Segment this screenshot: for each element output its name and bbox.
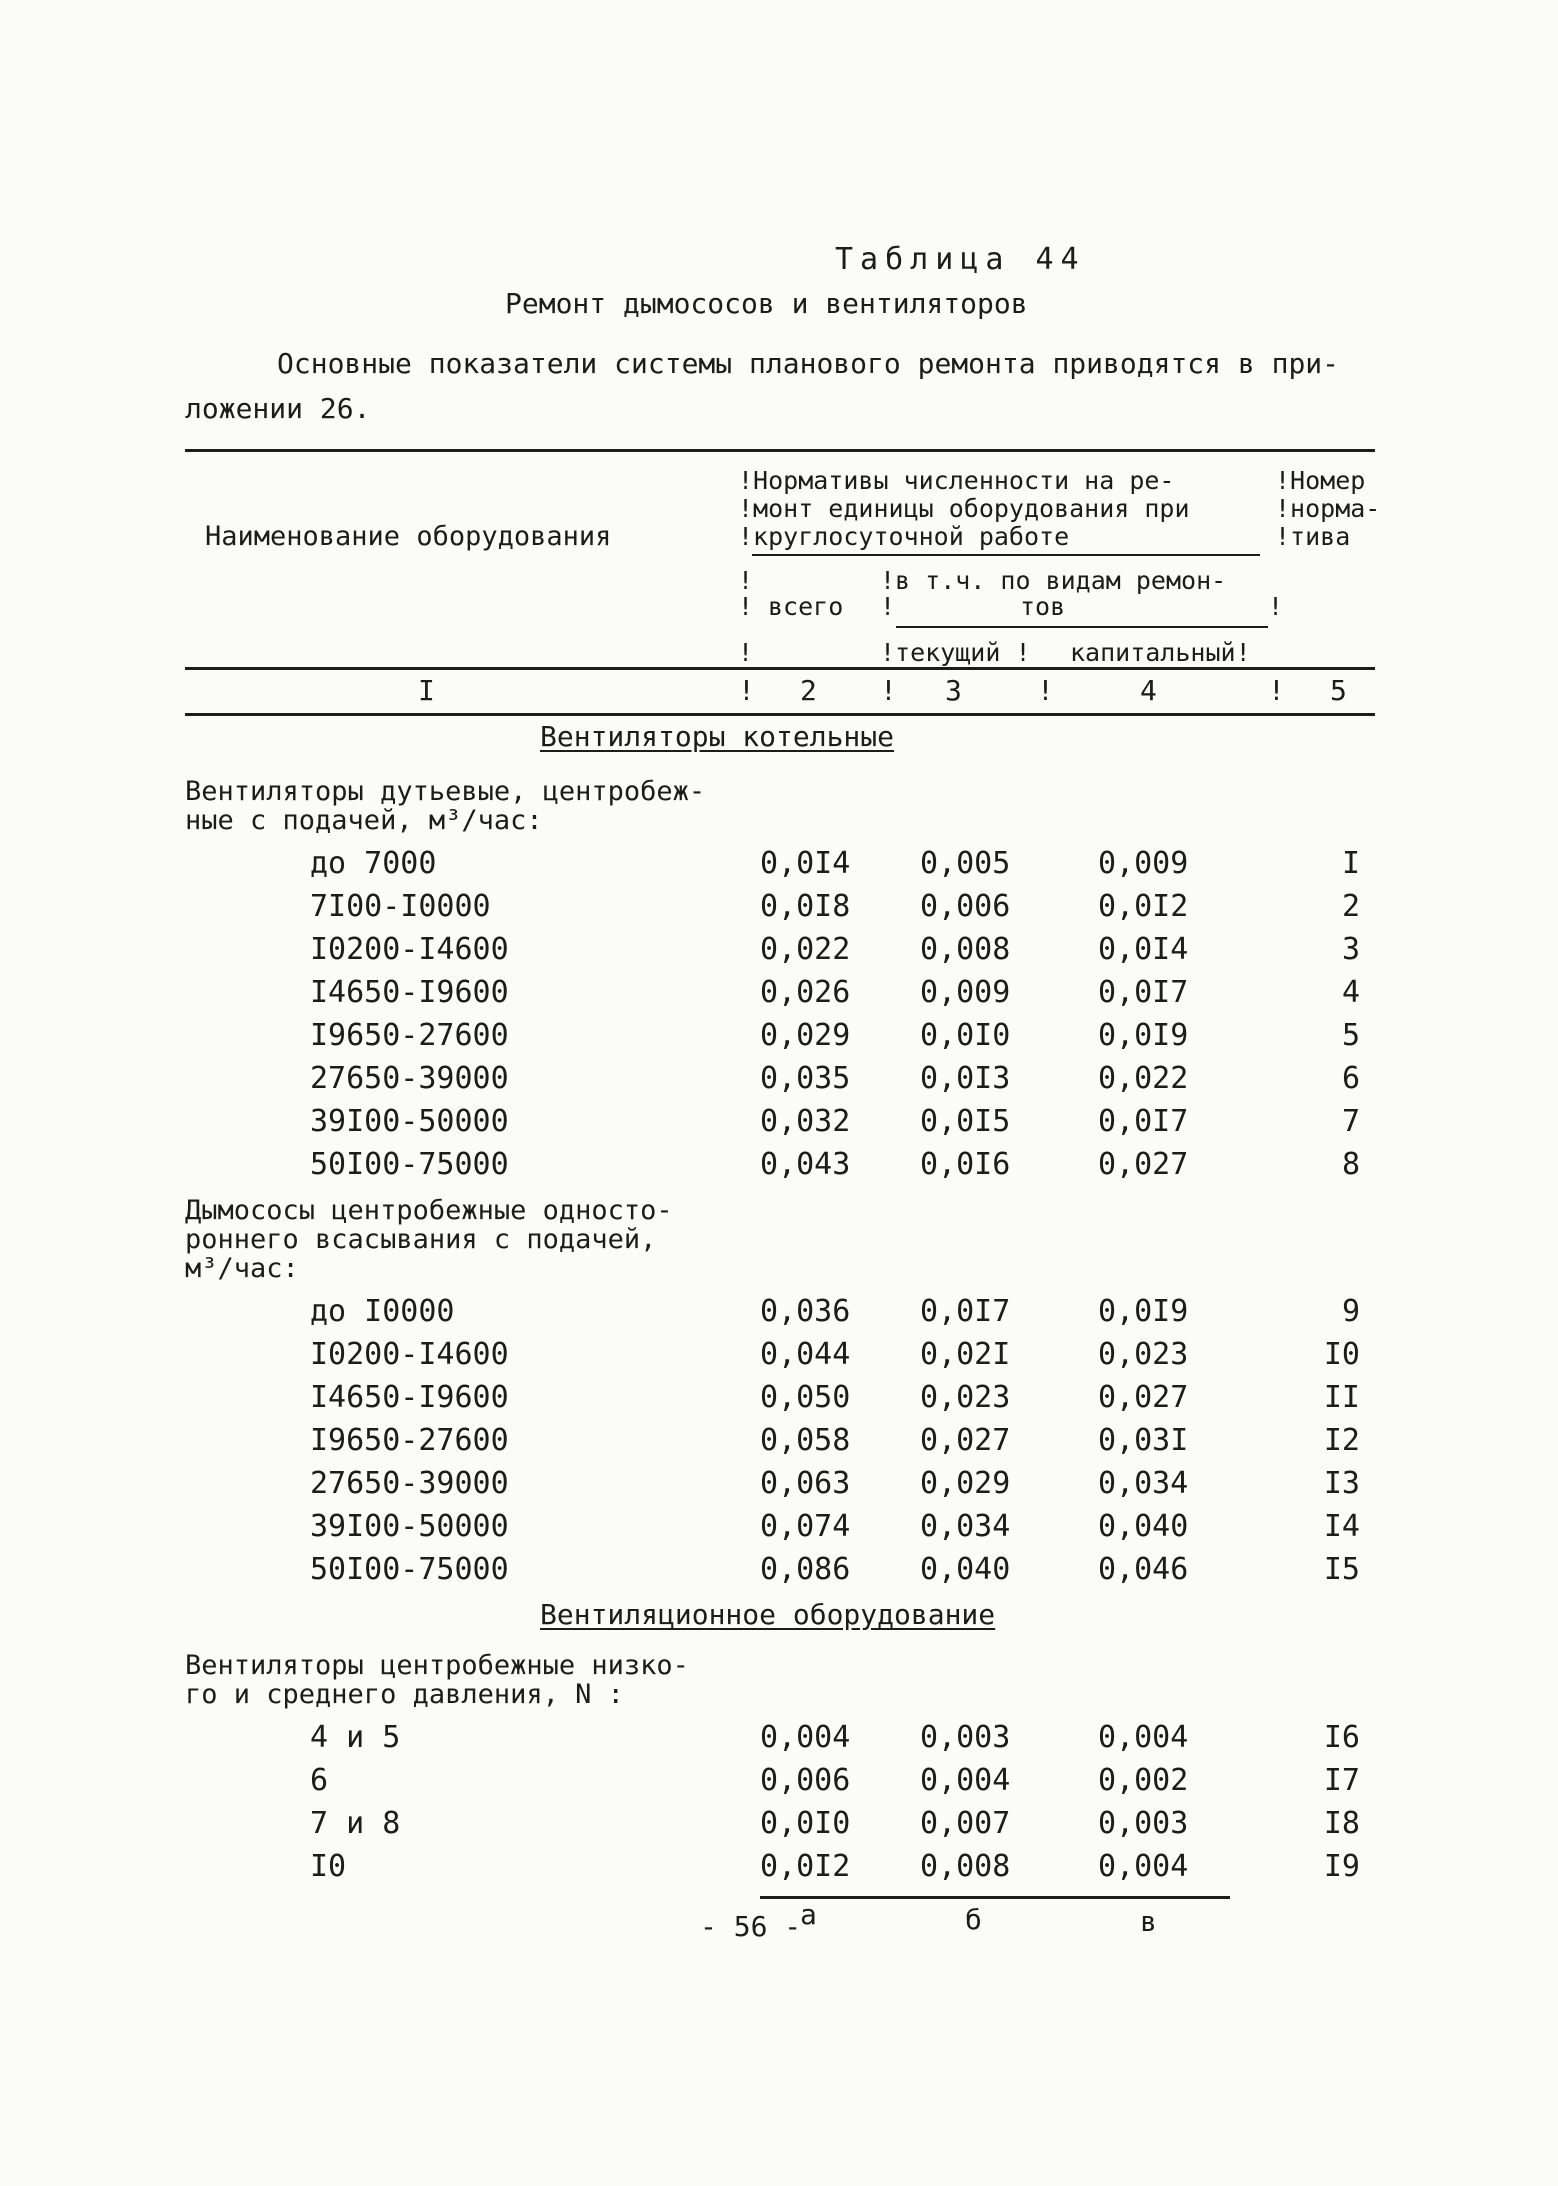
table-row: [0, 975, 1558, 1013]
intro-line-1: Основные показатели системы планового ремонта приводятся в при-: [277, 347, 1340, 380]
table-row: [0, 1337, 1558, 1375]
norm-number: I2: [1323, 1423, 1360, 1458]
value-current: 0,02I: [920, 1337, 1011, 1372]
column-number: I: [418, 674, 435, 707]
equipment-range: I0200-I4600: [310, 1337, 509, 1372]
value-total: 0,058: [760, 1423, 851, 1458]
header-norms-line-2: !монт единицы оборудования при: [738, 494, 1190, 523]
value-total: 0,063: [760, 1466, 851, 1501]
norm-number: 7: [1341, 1104, 1360, 1139]
value-current: 0,034: [920, 1509, 1011, 1544]
value-current: 0,003: [920, 1720, 1011, 1755]
value-capital: 0,0I4: [1098, 932, 1189, 967]
value-capital: 0,0I7: [1098, 1104, 1189, 1139]
table-row: [0, 1849, 1558, 1887]
header-number-line-1: !Номер: [1275, 466, 1366, 495]
group-label: Вентиляторы дутьевые, центробеж-: [185, 776, 706, 807]
header-bottom-rule: [185, 713, 1375, 716]
value-total: 0,0I8: [760, 889, 851, 924]
equipment-range: 7I00-I0000: [310, 889, 491, 924]
equipment-range: 4 и 5: [310, 1720, 401, 1755]
header-separator: !: [880, 592, 896, 621]
column-separator: !: [1268, 674, 1285, 707]
value-capital: 0,0I2: [1098, 889, 1189, 924]
value-total: 0,035: [760, 1061, 851, 1096]
value-total: 0,022: [760, 932, 851, 967]
table-row: [0, 889, 1558, 927]
table-row: [0, 1018, 1558, 1056]
column-separator: !: [880, 674, 897, 707]
norm-number: II: [1323, 1380, 1360, 1415]
equipment-range: I4650-I9600: [310, 975, 509, 1010]
header-number-line-3: !тива: [1275, 522, 1351, 551]
equipment-range: до 7000: [310, 846, 437, 881]
intro-line-2: ложении 26.: [185, 392, 371, 425]
header-capital: капитальный!: [1070, 638, 1251, 667]
norm-number: I0: [1323, 1337, 1360, 1372]
table-row: [0, 1552, 1558, 1590]
group-label: роннего всасывания с подачей,: [185, 1224, 657, 1255]
table-row: [0, 1294, 1558, 1332]
norm-number: 2: [1341, 889, 1360, 924]
value-current: 0,009: [920, 975, 1011, 1010]
table-row: [0, 1104, 1558, 1142]
equipment-range: 50I00-75000: [310, 1147, 509, 1182]
value-capital: 0,003: [1098, 1806, 1189, 1841]
value-capital: 0,046: [1098, 1552, 1189, 1587]
footer-rule: [760, 1896, 1230, 1899]
table-row: [0, 1763, 1558, 1801]
table-row: [0, 1147, 1558, 1185]
header-equipment-name: Наименование оборудования: [205, 521, 612, 552]
equipment-range: 7 и 8: [310, 1806, 401, 1841]
value-current: 0,0I6: [920, 1147, 1011, 1182]
table-row: [0, 1806, 1558, 1844]
header-top-rule: [185, 449, 1375, 452]
value-capital: 0,004: [1098, 1849, 1189, 1884]
norm-number: I7: [1323, 1763, 1360, 1798]
value-current: 0,0I0: [920, 1018, 1011, 1053]
equipment-range: I9650-27600: [310, 1423, 509, 1458]
section-title: Вентиляторы котельные: [540, 720, 895, 753]
value-capital: 0,0I9: [1098, 1294, 1189, 1329]
value-current: 0,027: [920, 1423, 1011, 1458]
table-row: [0, 846, 1558, 884]
equipment-range: 27650-39000: [310, 1466, 509, 1501]
header-total: всего: [768, 592, 844, 621]
table-row: [0, 1380, 1558, 1418]
value-total: 0,0I4: [760, 846, 851, 881]
norm-number: I5: [1323, 1552, 1360, 1587]
norm-number: I4: [1323, 1509, 1360, 1544]
norm-number: 5: [1341, 1018, 1360, 1053]
value-current: 0,023: [920, 1380, 1011, 1415]
norm-number: 4: [1341, 975, 1360, 1010]
group-label: м³/час:: [185, 1253, 299, 1284]
table-row: [0, 1509, 1558, 1547]
value-current: 0,029: [920, 1466, 1011, 1501]
header-number-line-2: !норма-: [1275, 494, 1381, 523]
column-letter: б: [965, 1903, 982, 1936]
value-current: 0,005: [920, 846, 1011, 881]
value-capital: 0,040: [1098, 1509, 1189, 1544]
equipment-range: 6: [310, 1763, 329, 1798]
value-capital: 0,004: [1098, 1720, 1189, 1755]
value-current: 0,008: [920, 932, 1011, 967]
norm-number: 9: [1341, 1294, 1360, 1329]
column-separator: !: [738, 674, 755, 707]
header-separator: !: [738, 566, 754, 595]
column-letter: а: [800, 1898, 817, 1931]
column-separator: !: [1037, 674, 1054, 707]
norm-number: I6: [1323, 1720, 1360, 1755]
value-total: 0,0I2: [760, 1849, 851, 1884]
value-current: 0,008: [920, 1849, 1011, 1884]
value-capital: 0,023: [1098, 1337, 1189, 1372]
value-capital: 0,009: [1098, 846, 1189, 881]
equipment-range: 50I00-75000: [310, 1552, 509, 1587]
equipment-range: I0200-I4600: [310, 932, 509, 967]
norm-number: I9: [1323, 1849, 1360, 1884]
value-total: 0,074: [760, 1509, 851, 1544]
table-row: [0, 1423, 1558, 1461]
header-separator: !: [738, 592, 754, 621]
value-total: 0,086: [760, 1552, 851, 1587]
equipment-range: I9650-27600: [310, 1018, 509, 1053]
norms-underline: [752, 554, 1260, 556]
table-subtitle: Ремонт дымососов и вентиляторов: [505, 287, 1028, 320]
value-total: 0,036: [760, 1294, 851, 1329]
equipment-range: I4650-I9600: [310, 1380, 509, 1415]
equipment-range: I0: [310, 1849, 347, 1884]
table-row: [0, 1466, 1558, 1504]
norm-number: I: [1341, 846, 1360, 881]
equipment-range: 39I00-50000: [310, 1104, 509, 1139]
equipment-range: до I0000: [310, 1294, 455, 1329]
header-incl-line-1: !в т.ч. по видам ремон-: [880, 566, 1227, 595]
value-total: 0,029: [760, 1018, 851, 1053]
norm-number: 8: [1341, 1147, 1360, 1182]
table-row: [0, 1720, 1558, 1758]
section-title: Вентиляционное оборудование: [540, 1598, 996, 1631]
header-mid-rule: [185, 667, 1375, 670]
value-current: 0,006: [920, 889, 1011, 924]
value-total: 0,032: [760, 1104, 851, 1139]
value-capital: 0,0I7: [1098, 975, 1189, 1010]
group-label: Дымососы центробежные односто-: [185, 1195, 673, 1226]
column-number: 2: [800, 674, 817, 707]
header-current: !текущий !: [880, 638, 1031, 667]
equipment-range: 27650-39000: [310, 1061, 509, 1096]
group-label: го и среднего давления, N :: [185, 1679, 624, 1710]
table-row: [0, 1061, 1558, 1099]
value-total: 0,004: [760, 1720, 851, 1755]
header-separator: !: [1268, 592, 1284, 621]
column-number: 4: [1140, 674, 1157, 707]
value-capital: 0,03I: [1098, 1423, 1189, 1458]
norm-number: I3: [1323, 1466, 1360, 1501]
value-current: 0,0I5: [920, 1104, 1011, 1139]
table-title: Таблица 44: [835, 242, 1086, 277]
page-number: - 56 -: [700, 1910, 802, 1943]
value-capital: 0,022: [1098, 1061, 1189, 1096]
incl-underline: [896, 626, 1268, 628]
header-incl-line-2: тов: [1020, 592, 1066, 621]
group-label: ные с подачей, м³/час:: [185, 805, 543, 836]
value-total: 0,043: [760, 1147, 851, 1182]
value-current: 0,0I7: [920, 1294, 1011, 1329]
norm-number: I8: [1323, 1806, 1360, 1841]
header-separator: !: [738, 638, 754, 667]
value-capital: 0,034: [1098, 1466, 1189, 1501]
norm-number: 6: [1341, 1061, 1360, 1096]
value-capital: 0,002: [1098, 1763, 1189, 1798]
table-row: [0, 932, 1558, 970]
value-total: 0,006: [760, 1763, 851, 1798]
value-total: 0,0I0: [760, 1806, 851, 1841]
header-norms-line-1: !Нормативы численности на ре-: [738, 466, 1175, 495]
value-current: 0,0I3: [920, 1061, 1011, 1096]
value-current: 0,004: [920, 1763, 1011, 1798]
value-current: 0,040: [920, 1552, 1011, 1587]
equipment-range: 39I00-50000: [310, 1509, 509, 1544]
value-capital: 0,027: [1098, 1147, 1189, 1182]
header-norms-line-3: !круглосуточной работе: [738, 522, 1070, 551]
value-capital: 0,027: [1098, 1380, 1189, 1415]
column-number: 3: [945, 674, 962, 707]
value-current: 0,007: [920, 1806, 1011, 1841]
value-capital: 0,0I9: [1098, 1018, 1189, 1053]
group-label: Вентиляторы центробежные низко-: [185, 1650, 689, 1681]
value-total: 0,050: [760, 1380, 851, 1415]
value-total: 0,044: [760, 1337, 851, 1372]
column-letter: в: [1140, 1905, 1157, 1938]
value-total: 0,026: [760, 975, 851, 1010]
norm-number: 3: [1341, 932, 1360, 967]
column-number: 5: [1330, 674, 1347, 707]
